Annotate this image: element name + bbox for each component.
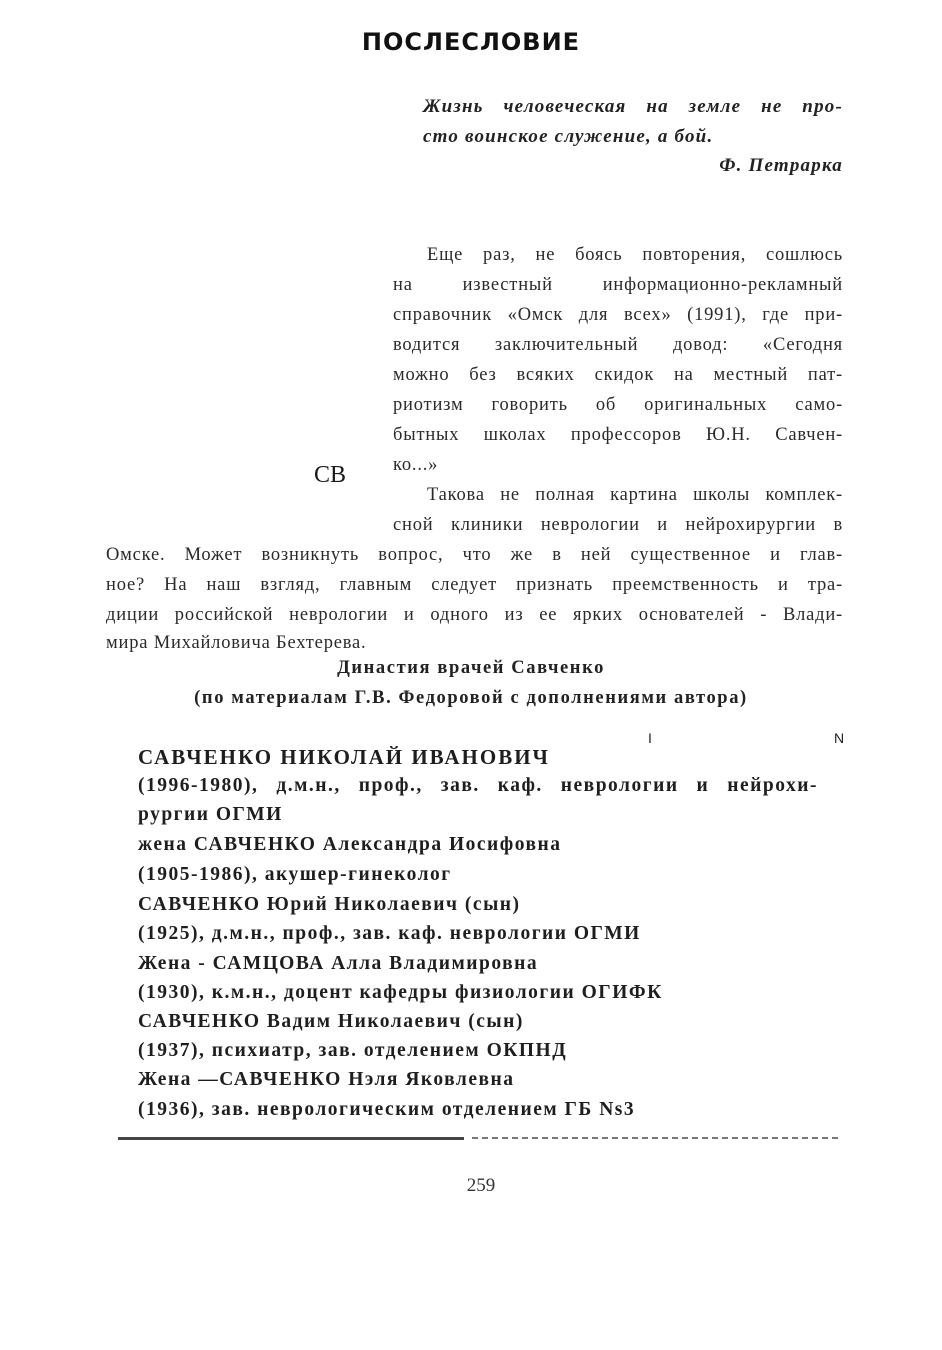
list-item: жена САВЧЕНКО Александра Иосифовна [138, 834, 562, 855]
text-line: справочник «Омск для всех» (1991), где при- [393, 305, 843, 325]
epigraph-line: сто воинское служение, а бой. [423, 126, 714, 147]
list-item: (1996-1980), д.м.н., проф., зав. каф. неврологии и нейрохи- [138, 775, 818, 796]
text-line: сной клиники неврологии и нейрохирургии в [393, 515, 843, 535]
list-item: САВЧЕНКО НИКОЛАЙ ИВАНОВИЧ [138, 745, 550, 769]
list-item: САВЧЕНКО Юрий Николаевич (сын) [138, 894, 521, 915]
list-item: (1925), д.м.н., проф., зав. каф. неврологии ОГМИ [138, 923, 641, 944]
text-line: Такова не полная картина школы комплек- [427, 485, 843, 505]
text-line: диции российской неврологии и одного из ее ярких основателей - Влади- [106, 605, 843, 625]
text-line: ко...» [393, 455, 439, 475]
list-item: Жена - САМЦОВА Алла Владимировна [138, 953, 539, 974]
list-item: (1930), к.м.н., доцент кафедры физиологии ОГИФК [138, 982, 663, 1003]
text-line: водится заключительный довод: «Сегодня [393, 335, 843, 355]
epigraph-author: Ф. Петрарка [719, 155, 843, 176]
monogram-logo: СВ [314, 462, 347, 488]
dynasty-subheading: (по материалам Г.В. Федоровой с дополнениями автора) [194, 688, 748, 708]
list-item: САВЧЕНКО Вадим Николаевич (сын) [138, 1011, 524, 1032]
list-item: (1936), зав. неврологическим отделением ГБ Ns3 [138, 1099, 636, 1120]
text-line: можно без всяких скидок на местный пат- [393, 365, 843, 385]
text-line: Еще раз, не боясь повторения, сошлюсь [427, 245, 843, 265]
list-item: (1937), психиатр, зав. отделением ОКПНД [138, 1040, 568, 1061]
page-title: ПОСЛЕСЛОВИЕ [361, 28, 581, 56]
text-line: бытных школах профессоров Ю.Н. Савчен- [393, 425, 843, 445]
margin-mark: N [834, 730, 845, 746]
divider-line [472, 1137, 838, 1139]
dynasty-heading: Династия врачей Савченко [337, 658, 605, 678]
text-line: риотизм говорить об оригинальных само- [393, 395, 843, 415]
text-line: мира Михайловича Бехтерева. [106, 633, 367, 653]
page-number: 259 [466, 1175, 496, 1196]
text-line: Омске. Может возникнуть вопрос, что же в ней существенное и глав- [106, 545, 843, 565]
text-line: на известный информационно-рекламный [393, 275, 843, 295]
list-item: Жена —САВЧЕНКО Нэля Яковлевна [138, 1069, 515, 1090]
text-line: ное? На наш взгляд, главным следует признать преемственность и тра- [106, 575, 843, 595]
divider-line [118, 1137, 464, 1140]
list-item: (1905-1986), акушер-гинеколог [138, 864, 452, 885]
epigraph-line: Жизнь человеческая на земле не про- [423, 96, 843, 117]
margin-mark: I [648, 730, 652, 746]
list-item: рургии ОГМИ [138, 804, 283, 825]
